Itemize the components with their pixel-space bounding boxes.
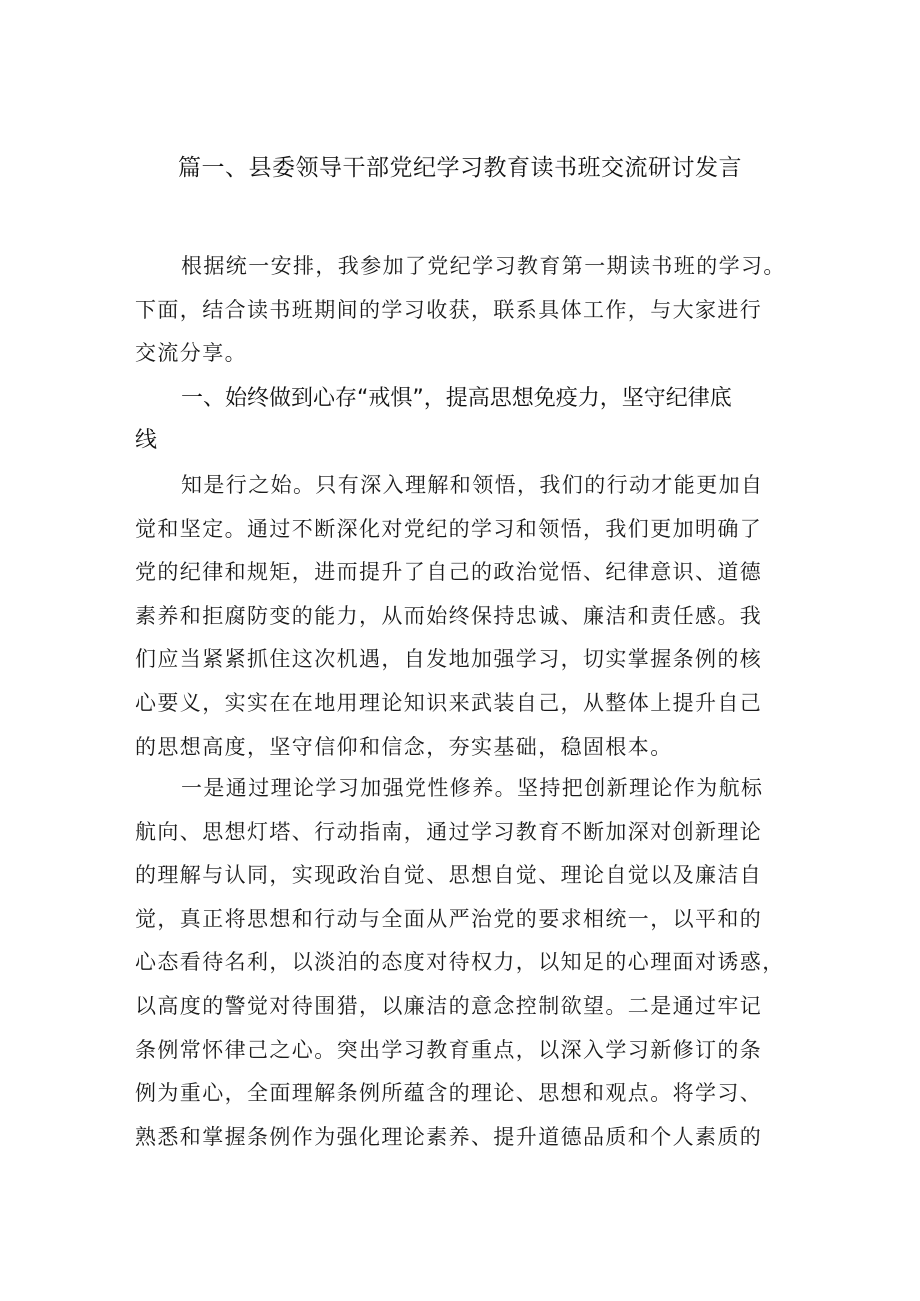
para2-line-7: 条例常怀律己之心。突出学习教育重点，以深入学习新修订的条 — [135, 1037, 763, 1062]
para2-line-1: 一是通过理论学习加强党性修养。坚持把创新理论作为航标 — [181, 776, 764, 800]
section-1-heading-line-2: 线 — [135, 428, 158, 453]
section-1-heading — [135, 378, 795, 462]
para1-line-1: 知是行之始。只有深入理解和领悟，我们的行动才能更加自 — [181, 473, 764, 497]
para2-line-3: 的理解与认同，实现政治自觉、思想自觉、理论自觉以及廉洁自 — [135, 863, 763, 888]
intro-line-3: 交流分享。 — [135, 341, 247, 366]
para1-line-6: 心要义，实实在在地用理论知识来武装自己，从整体上提升自己 — [135, 690, 763, 715]
para2-line-6: 以高度的警觉对待围猎，以廉洁的意念控制欲望。二是通过牢记 — [135, 993, 763, 1018]
intro-line-2: 下面，结合读书班期间的学习收获，联系具体工作，与大家进行 — [135, 297, 763, 322]
document-title: 篇一、县委领导干部党纪学习教育读书班交流研讨发言 — [178, 155, 742, 181]
para2-line-2: 航向、思想灯塔、行动指南，通过学习教育不断加深对创新理论 — [135, 819, 763, 844]
paragraph-1 — [135, 464, 790, 769]
para2-line-8: 例为重心，全面理解条例所蕴含的理论、思想和观点。将学习、 — [135, 1081, 763, 1106]
intro-paragraph — [135, 245, 790, 376]
para2-line-5: 心态看待名利，以淡泊的态度对待权力，以知足的心理面对诱惑， — [135, 950, 785, 975]
para2-line-9: 熟悉和掌握条例作为强化理论素养、提升道德品质和个人素质的 — [135, 1124, 763, 1149]
paragraph-2 — [135, 767, 790, 1159]
para1-line-2: 觉和坚定。通过不断深化对党纪的学习和领悟，我们更加明确了 — [135, 516, 763, 541]
para1-line-4: 素养和拒腐防变的能力，从而始终保持忠诚、廉洁和责任感。我 — [135, 603, 763, 628]
para1-line-7: 的思想高度，坚守信仰和信念，夯实基础，稳固根本。 — [135, 734, 673, 759]
intro-line-1: 根据统一安排，我参加了党纪学习教育第一期读书班的学习。 — [181, 254, 786, 278]
para1-line-3: 党的纪律和规矩，进而提升了自己的政治觉悟、纪律意识、道德 — [135, 560, 763, 585]
section-1-heading-line-1: 一、始终做到心存“戒惧”，提高思想免疫力，坚守纪律底 — [181, 386, 732, 411]
para1-line-5: 们应当紧紧抓住这次机遇，自发地加强学习，切实掌握条例的核 — [135, 647, 763, 672]
para2-line-4: 觉，真正将思想和行动与全面从严治党的要求相统一，以平和的 — [135, 906, 763, 931]
